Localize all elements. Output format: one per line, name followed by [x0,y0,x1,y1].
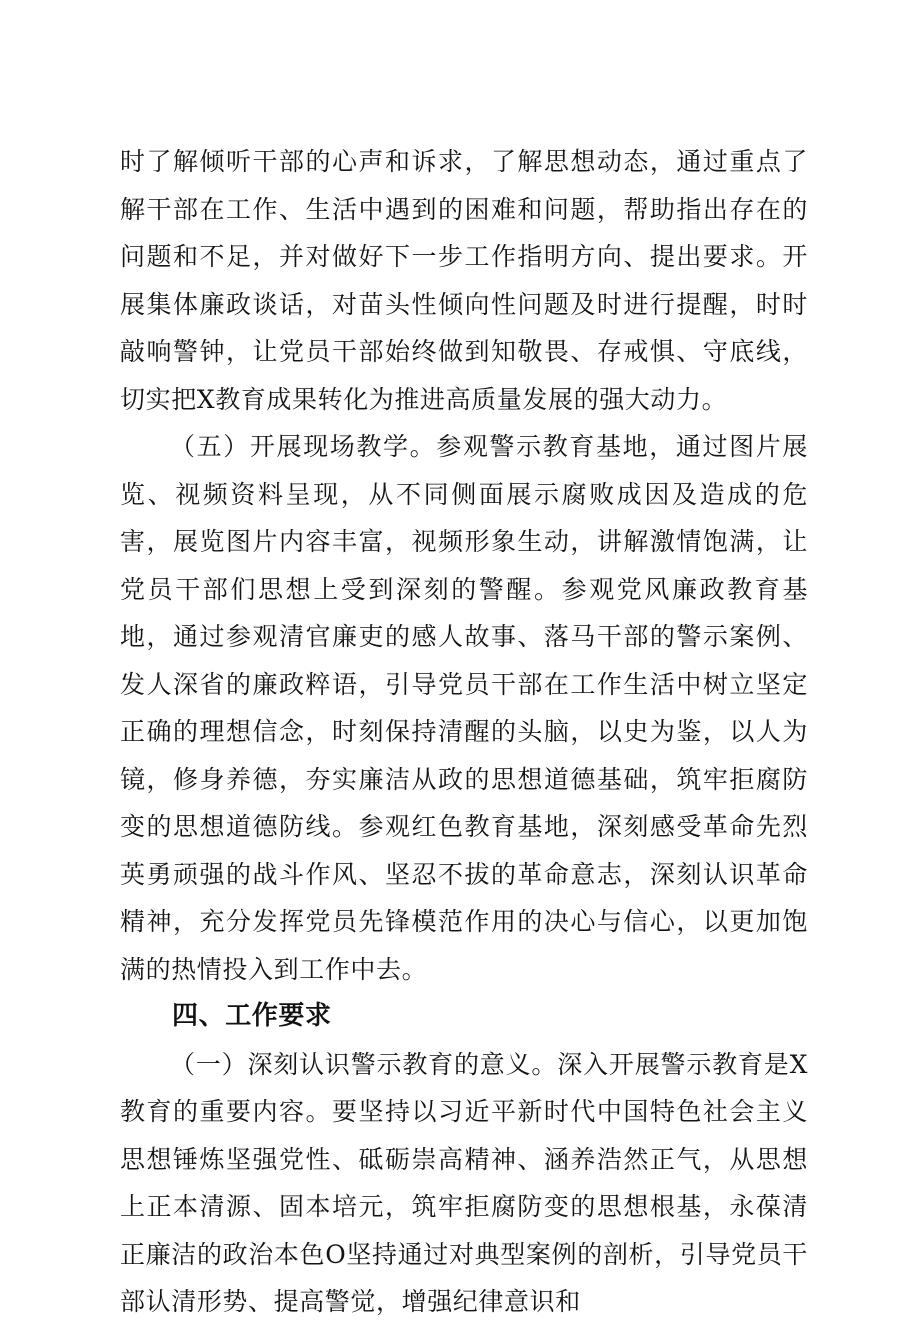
paragraph-warning-education-significance: （一）深刻认识警示教育的意义。深入开展警示教育是X教育的重要内容。要坚持以习近平新时代中国特色社会主义思想锤炼坚强党性、砥砺崇高精神、涵养浩然正气，从思想上正本清源、固本培元，筑牢拒腐防变的思想根基，永葆清正廉洁的政治本色O坚持通过对典型案例的剖析，引导党员干部认清形势、提高警觉，增强纪律意识和 [120,1049,808,1316]
section-heading-work-requirements: 四、工作要求 [172,1001,332,1031]
paragraph-continuation: 时了解倾听干部的心声和诉求，了解思想动态，通过重点了解干部在工作、生活中遇到的困难和问题，帮助指出存在的问题和不足，并对做好下一步工作指明方向、提出要求。开展集体廉政谈话，对苗头性倾向性问题及时进行提醒，时时敲响警钟，让党员干部始终做到知敬畏、存戒惧、守底线，切实把X教育成果转化为推进高质量发展的强大动力。 [120,147,808,414]
paragraph-onsite-teaching: （五）开展现场教学。参观警示教育基地，通过图片展览、视频资料呈现，从不同侧面展示腐败成因及造成的危害，展览图片内容丰富，视频形象生动，讲解激情饱满，让党员干部们思想上受到深刻的警醒。参观党风廉政教育基地，通过参观清官廉吏的感人故事、落马干部的警示案例、发人深省的廉政粹语，引导党员干部在工作生活中树立坚定正确的理想信念，时刻保持清醒的头脑，以史为鉴，以人为镜，修身养德，夯实廉洁从政的思想道德基础，筑牢拒腐防变的思想道德防线。参观红色教育基地，深刻感受革命先烈英勇顽强的战斗作风、坚忍不拔的革命意志，深刻认识革命精神，充分发挥党员先锋模范作用的决心与信心，以更加饱满的热情投入到工作中去。 [120,432,808,984]
document-body [120,138,808,1326]
